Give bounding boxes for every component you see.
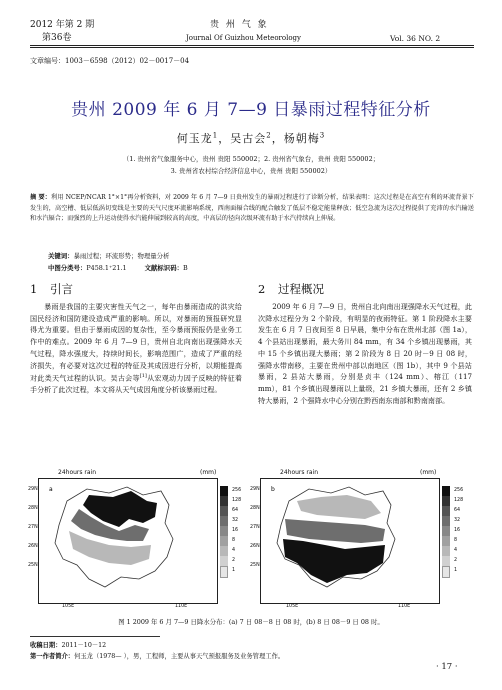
- journal-name-en: Journal Of Guizhou Meteorology: [186, 34, 301, 42]
- lat-tick: 29N: [28, 487, 38, 492]
- lon-tick: 110E: [175, 604, 188, 609]
- legend-value: 256: [454, 488, 464, 493]
- affiliation-line-1: （1. 贵州省气象服务中心，贵州 贵阳 550002；2. 贵州省气象台，贵州 贵阳 550002；: [122, 155, 380, 163]
- lat-tick: 28N: [28, 506, 38, 511]
- legend-value: 2: [232, 558, 236, 563]
- legend-value: 8: [454, 538, 458, 543]
- map-a-frame: [38, 478, 218, 604]
- legend-value: 4: [232, 548, 236, 553]
- legend-value: 128: [232, 498, 242, 503]
- abstract: [30, 193, 474, 225]
- author-2: 吴古会: [230, 132, 267, 145]
- map-b-rain-mid: [285, 519, 385, 543]
- volume-label: 第36卷: [42, 33, 72, 43]
- lat-tick: 27N: [250, 525, 260, 530]
- map-b-title: 24hours rain: [280, 469, 319, 476]
- map-b-rain-heavy: [283, 539, 385, 583]
- legend-value: 2: [454, 558, 458, 563]
- lon-tick: 110E: [398, 604, 411, 609]
- lat-tick: 28N: [250, 506, 260, 511]
- section-1-body: 暴雨是我国的主要灾害性天气之一，每年由暴雨造成的洪灾给国民经济和国防建设造成严重的影响。所以，对暴雨的预报研究显得尤为重要。但由于暴雨成因的复杂性，至今暴雨预报仍是业务工作中的难点。2009 年 6 月 7—9 日，贵州自北向南出现强降水天气过程，降水强度大，持续时间长，影响范围广，造成了严重的经济损失，有必要对这次过程的特征及其成因进行分析，以期能提高对此类天气过程的认识。吴古会等[1]从宏观动力因子反映的特征着手分析了此次过程，本文将从天气成因角度分析该暴雨过程。: [30, 302, 243, 395]
- abstract-text: 利用 NCEP/NCAR 1°×1°再分析资料，对 2009 年 6 月 7—9 日贵州发生的暴雨过程进行了诊断分析，结果表明：这次过程是在高空有利的环流背景下发生的，高空槽、低层低涡切变线是主要的天气尺度环流影响系统，西南面辐合线的配合触发了低层不稳定能量释放；低空急流为这次过程提供了充沛的水汽输送和水汽辐合；而强烈的上升运动使得水汽能伸展到较高的高度，中高层的径向次级环流有助于水汽持续向上伸展。: [30, 194, 474, 223]
- legend-value: 128: [454, 498, 464, 503]
- abstract-label: 摘 要：: [30, 194, 52, 201]
- legend-value: 16: [454, 528, 461, 533]
- figure-caption: 图 1 2009 年 6 月 7—9 日降水分布：(a) 7 日 08－8 日 08 时，(b) 8 日 08－9 日 08 时。: [118, 618, 384, 626]
- issue-year: 2012 年第 2 期: [30, 20, 95, 30]
- lon-tick: 105E: [62, 604, 75, 609]
- author-3: 杨朝梅: [283, 132, 320, 145]
- affiliation-line-2: 3. 贵州省农村综合经济信息中心，贵州 贵阳 550002）: [170, 167, 332, 175]
- header-rule: [30, 45, 474, 46]
- footnote-rule: [30, 636, 160, 637]
- section-2-heading: 2 过程概况: [258, 282, 324, 296]
- map-b-legend: [442, 486, 450, 578]
- legend-value: 16: [232, 528, 239, 533]
- section-1-heading: 1 引言: [30, 282, 73, 296]
- legend-value: 8: [232, 538, 236, 543]
- article-number: 文章编号：1003－6598（2012）02－0017－04: [30, 57, 190, 65]
- map-b-unit: (mm): [420, 469, 437, 476]
- author-list: 何玉龙$^1$，吴古会$^2$，杨朝梅$^3$: [176, 131, 326, 145]
- lat-tick: 25N: [250, 563, 260, 568]
- map-b-frame: [260, 478, 440, 604]
- lat-tick: 26N: [28, 544, 38, 549]
- paper-title: 贵州 2009 年 6 月 7—9 日暴雨过程特征分析: [71, 100, 431, 120]
- legend-value: 32: [454, 518, 461, 523]
- map-a-legend: [220, 486, 228, 578]
- section-2-body: 2009 年 6 月 7—9 日，贵州自北向南出现强降水天气过程，此次降水过程分为 2 个阶段，有明显的夜雨特征。第 1 阶段降水主要发生在 6 月 7 日夜间至 8 日早晨，集中分布在贵州北部（图 1a），4 个县站出现暴雨，最大务川 84 mm，有 34 个乡镇出现暴雨，其中 15 个乡镇出现大暴雨；第 2 阶段为 8 日 20 时－9 日 08 时，强降水带南移，主要在贵州中部以南地区（图 1b），其中 9 个县站暴雨，2 县站大暴雨，分别是贞丰（124 mm）、榕江（117 mm），81 个乡镇出现暴雨以上量级，21 乡镇大暴雨，还有 2 乡镇特大暴雨，2 个强降水中心分别在黔西南东南部和黔南南部。: [258, 302, 472, 405]
- citation-ref: [1]: [139, 373, 147, 380]
- author-bio: 第一作者简介：何玉龙（1978— ），男，工程师，主要从事天气预报服务及业务管理工作。: [30, 653, 285, 660]
- page-number: · 17 ·: [436, 662, 458, 672]
- received-date: 收稿日期：2011－10－12: [30, 642, 107, 649]
- map-a-panel-label: a: [49, 486, 53, 493]
- map-b-rain-light: [297, 495, 381, 519]
- legend-value: 1: [454, 568, 458, 573]
- map-a-unit: (mm): [200, 469, 217, 476]
- keywords: 关键词：暴雨过程；环流形势；物理量分析: [48, 252, 170, 260]
- header-rule-thin: [30, 47, 474, 48]
- map-b-plot: [261, 479, 439, 603]
- lat-tick: 26N: [250, 544, 260, 549]
- lon-tick: 105E: [286, 604, 299, 609]
- map-a-title: 24hours rain: [58, 469, 97, 476]
- author-1: 何玉龙: [176, 132, 213, 145]
- journal-name-cn: 贵 州 气 象: [210, 20, 269, 30]
- legend-value: 64: [232, 508, 239, 513]
- lat-tick: 29N: [250, 487, 260, 492]
- lat-tick: 27N: [28, 525, 38, 530]
- legend-value: 32: [232, 518, 239, 523]
- map-b-panel-label: b: [271, 486, 275, 493]
- legend-value: 1: [232, 568, 236, 573]
- legend-value: 64: [454, 508, 461, 513]
- volume-number: Vol. 36 NO. 2: [390, 34, 441, 43]
- legend-value: 256: [232, 488, 242, 493]
- lat-tick: 25N: [28, 563, 38, 568]
- map-a-plot: [39, 479, 217, 603]
- legend-value: 4: [454, 548, 458, 553]
- classification: 中图分类号：P458.1⁺21.1 文献标识码：B: [48, 264, 188, 272]
